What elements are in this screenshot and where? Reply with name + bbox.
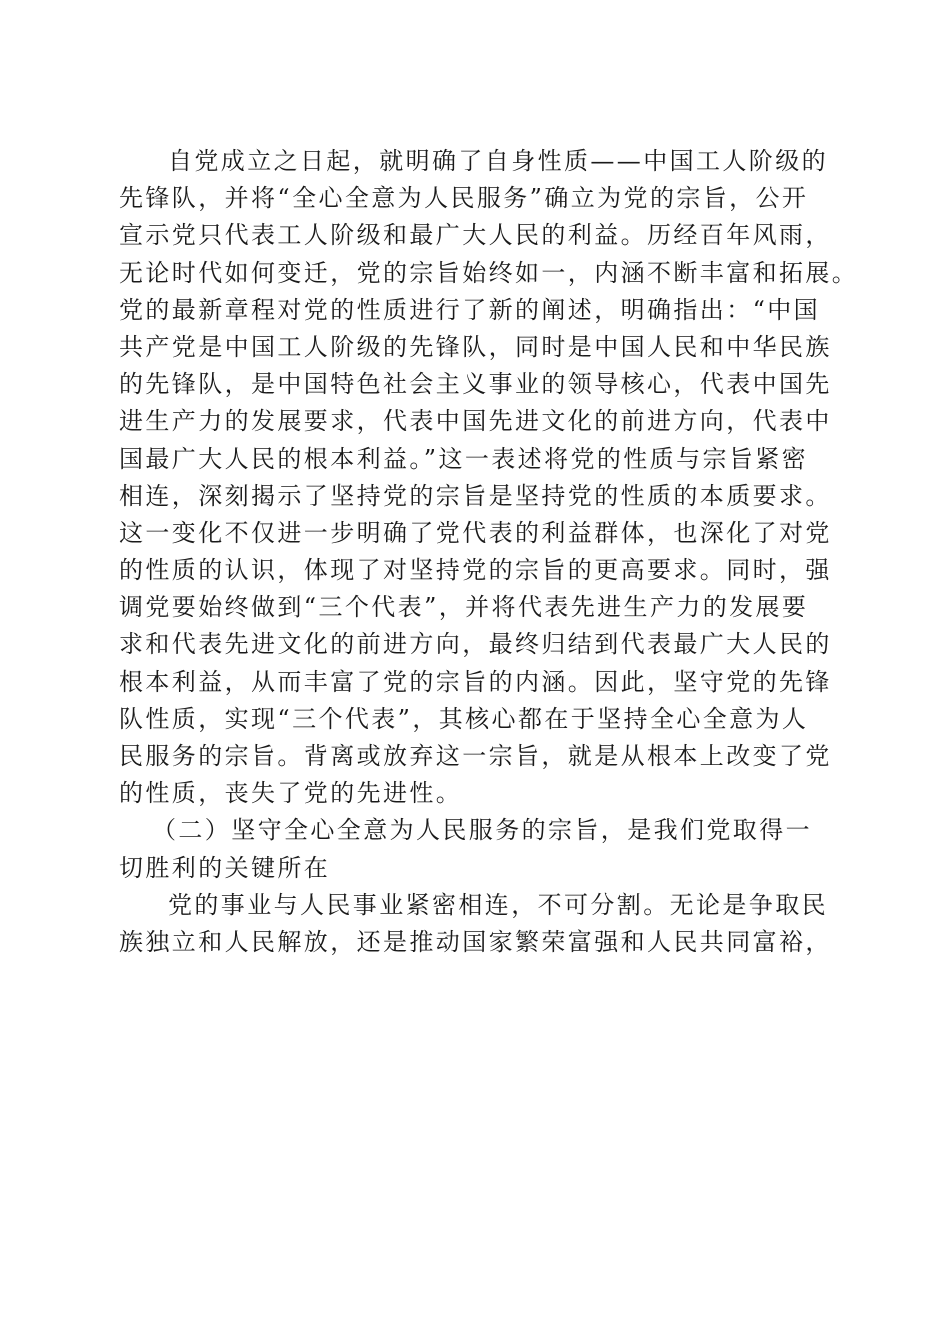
text-line: 进生产力的发展要求，代表中国先进文化的前进方向，代表中 [119,407,832,436]
text-line: 的性质的认识，体现了对坚持党的宗旨的更高要求。同时，强 [119,556,832,585]
text-line: 党的最新章程对党的性质进行了新的阐述，明确指出：“中国 [119,295,821,324]
text-line: 宣示党只代表工人阶级和最广大人民的利益。历经百年风雨， [119,221,832,250]
text-line: 队性质，实现“三个代表”，其核心都在于坚持全心全意为人 [119,704,809,733]
text-line: 党的事业与人民事业紧密相连，不可分割。无论是争取民 [168,890,828,919]
text-line: 民服务的宗旨。背离或放弃这一宗旨，就是从根本上改变了党 [119,742,832,770]
text-line: 相连，深刻揭示了坚持党的宗旨是坚持党的性质的本质要求。 [119,481,832,510]
text-line: 族独立和人民解放，还是推动国家繁荣富强和人民共同富裕， [119,927,832,956]
heading-line: 切胜利的关键所在 [119,853,331,882]
heading-line: （二）坚守全心全意为人民服务的宗旨，是我们党取得一 [152,816,812,845]
text-line: 调党要始终做到“三个代表”，并将代表先进生产力的发展要 [119,593,809,622]
text-line: 共产党是中国工人阶级的先锋队，同时是中国人民和中华民族 [119,332,832,361]
text-line: 国最广大人民的根本利益。”这一表述将党的性质与宗旨紧密 [119,444,809,473]
text-line: 根本利益，从而丰富了党的宗旨的内涵。因此，坚守党的先锋 [119,667,832,696]
document-body [119,143,859,961]
text-line: 先锋队，并将“全心全意为人民服务”确立为党的宗旨，公开 [119,184,809,213]
text-line: 的先锋队，是中国特色社会主义事业的领导核心，代表中国先 [119,370,832,399]
section-heading [119,812,831,886]
text-line: 求和代表先进文化的前进方向，最终归结到代表最广大人民的 [119,630,832,659]
text-line: 无论时代如何变迁，党的宗旨始终如一，内涵不断丰富和拓展。 [119,258,859,287]
text-line: 自党成立之日起，就明确了自身性质——中国工人阶级的 [168,147,828,175]
paragraph [119,887,831,961]
paragraph [119,143,859,812]
text-line: 这一变化不仅进一步明确了党代表的利益群体，也深化了对党 [119,518,832,547]
text-line: 的性质，丧失了党的先进性。 [119,779,463,808]
